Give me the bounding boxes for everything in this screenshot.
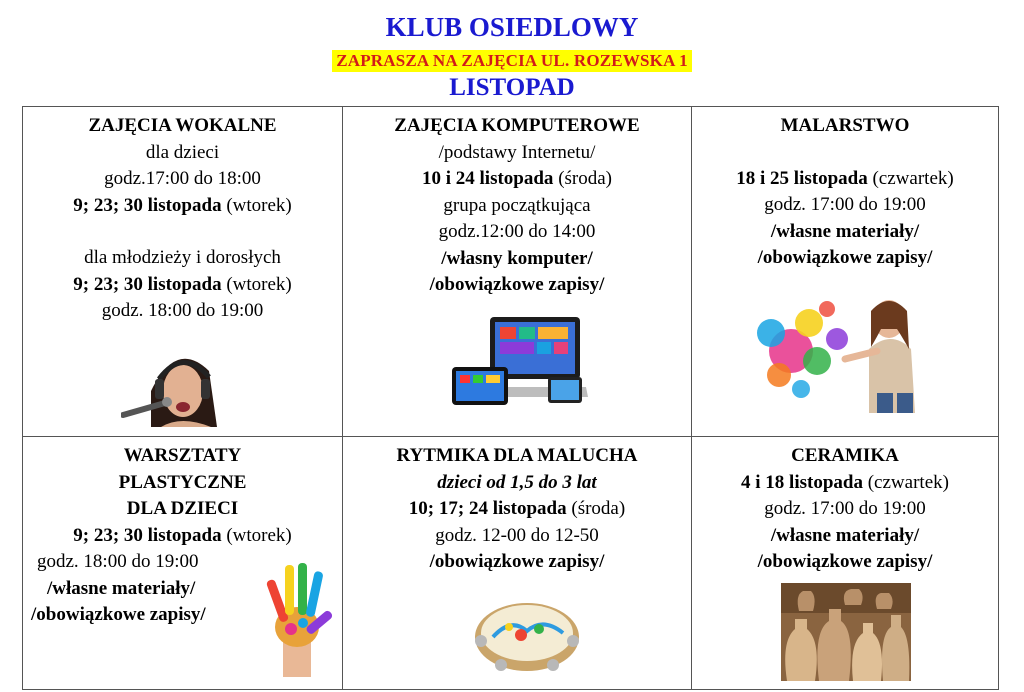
painted-hand-image <box>259 559 339 677</box>
invitation-subtitle: ZAPRASZA NA ZAJĘCIA UL. ROZEWSKA 1 <box>332 50 692 72</box>
time-line: godz.17:00 do 18:00 <box>104 168 261 189</box>
requirement-line: /obowiązkowe zapisy/ <box>429 274 605 295</box>
cell-computer <box>343 113 691 299</box>
cell-title: ZAJĘCIA KOMPUTEROWE <box>394 115 640 136</box>
audience-line: dla młodzieży i dorosłych <box>84 247 281 268</box>
month-title: LISTOPAD <box>449 74 575 101</box>
cell-ceramics <box>692 443 998 576</box>
cell-rhythm <box>343 443 691 576</box>
painter-image <box>751 289 931 413</box>
pottery-image <box>781 583 911 681</box>
requirement-line: /obowiązkowe zapisy/ <box>757 551 933 572</box>
group-line: grupa początkująca <box>443 194 591 216</box>
requirement-line: /obowiązkowe zapisy/ <box>429 551 605 572</box>
requirement-line: /obowiązkowe zapisy/ <box>31 604 206 625</box>
requirement-line: /własne materiały/ <box>770 524 920 546</box>
requirement-line: /własne materiały/ <box>47 577 196 599</box>
audience-line: dla dzieci <box>145 141 220 163</box>
time-line: godz. 18:00 do 19:00 <box>101 300 264 321</box>
schedule-grid <box>22 106 999 690</box>
requirement-line: /własny komputer/ <box>441 247 593 269</box>
time-line: godz. 12-00 do 12-50 <box>435 524 599 546</box>
cell-title: CERAMIKA <box>791 445 899 466</box>
date-line: 9; 23; 30 listopada (wtorek) <box>73 273 292 295</box>
cell-title: PLASTYCZNE <box>118 471 247 493</box>
cell-painting <box>692 113 998 272</box>
date-line: 4 i 18 listopada (czwartek) <box>741 471 949 493</box>
date-line: 9; 23; 30 listopada (wtorek) <box>73 524 292 546</box>
devices-image <box>448 315 588 415</box>
cell-title: ZAJĘCIA WOKALNE <box>88 115 277 136</box>
date-line: 10 i 24 listopada (środa) <box>421 168 612 189</box>
cell-title: WARSZTATY <box>123 445 242 466</box>
cell-title: DLA DZIECI <box>126 498 239 519</box>
tambourine-image <box>471 593 583 675</box>
cell-vocal <box>23 113 342 325</box>
divider <box>23 436 998 437</box>
cell-title: RYTMIKA DLA MALUCHA <box>396 445 638 466</box>
date-line: 18 i 25 listopada (czwartek) <box>736 167 954 189</box>
date-line: 10; 17; 24 listopada (środa) <box>408 498 626 519</box>
requirement-line: /własne materiały/ <box>770 220 920 242</box>
singer-image <box>121 341 231 427</box>
club-title: KLUB OSIEDLOWY <box>385 12 639 42</box>
cell-title: MALARSTWO <box>780 115 910 136</box>
cell-art-workshop <box>23 443 342 549</box>
topic-line: /podstawy Internetu/ <box>438 141 596 163</box>
time-line: godz. 17:00 do 19:00 <box>764 498 926 519</box>
date-line: 9; 23; 30 listopada (wtorek) <box>73 194 292 216</box>
time-line: godz. 18:00 do 19:00 <box>37 551 199 572</box>
time-line: godz. 17:00 do 19:00 <box>764 194 926 215</box>
art-details <box>27 549 287 629</box>
requirement-line: /obowiązkowe zapisy/ <box>757 247 933 268</box>
age-line: dzieci od 1,5 do 3 lat <box>437 471 597 493</box>
time-line: godz.12:00 do 14:00 <box>438 221 596 242</box>
